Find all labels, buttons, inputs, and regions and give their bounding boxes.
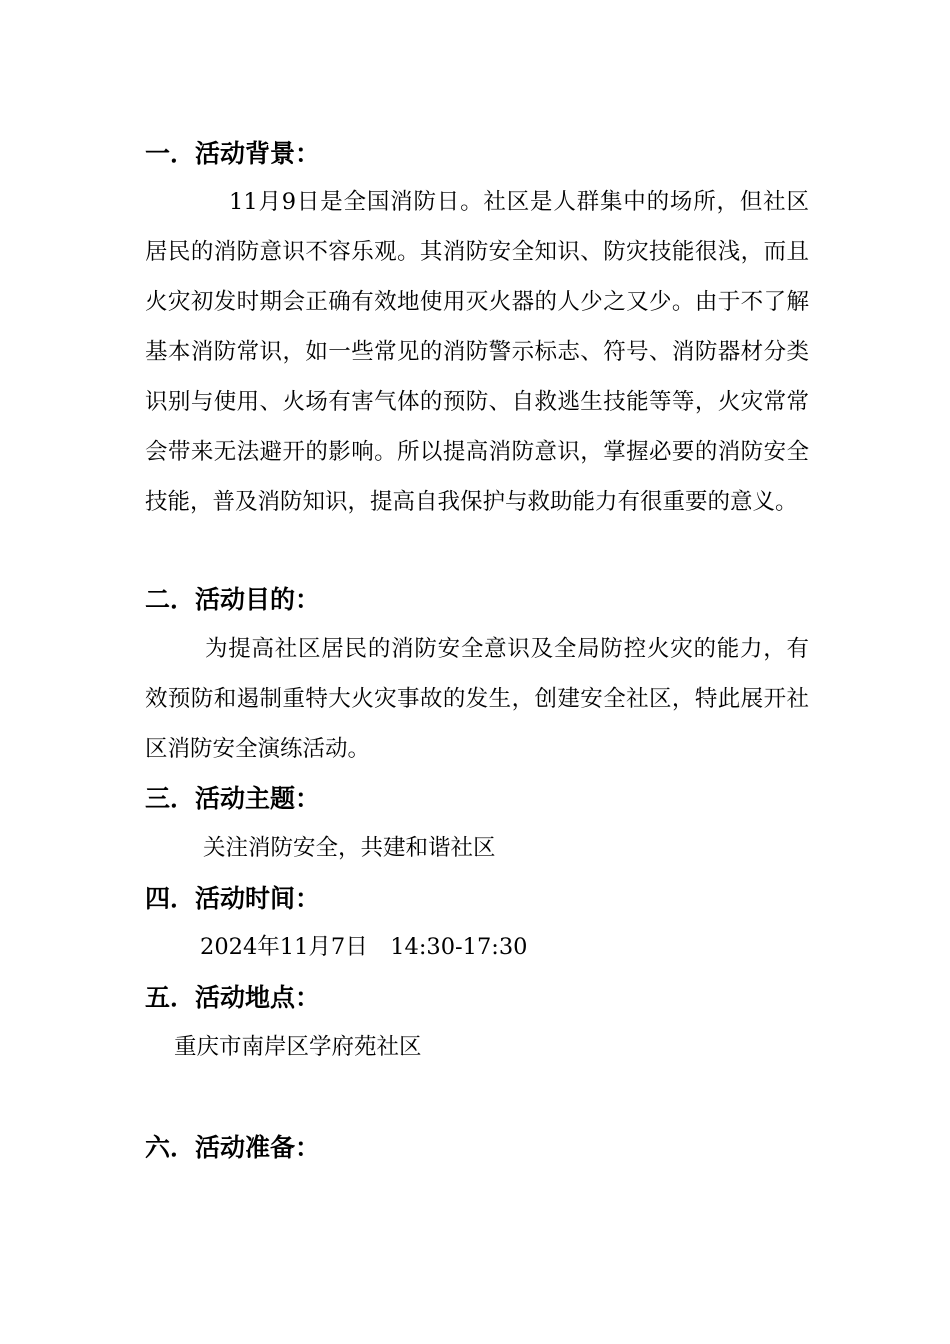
section-heading-purpose: 二．活动目的：	[145, 585, 321, 614]
section-heading-theme: 三．活动主题：	[145, 784, 321, 813]
section-body-theme: 关注消防安全，共建和谐社区	[203, 835, 496, 861]
section-body-location: 重庆市南岸区学府苑社区	[174, 1034, 422, 1060]
section-heading-time: 四．活动时间：	[145, 884, 321, 913]
section-heading-location: 五．活动地点：	[145, 983, 321, 1012]
section-body-time: 2024年11月7日 14:30-17:30	[200, 934, 528, 960]
section-body-background: 11月9日是全国消防日。社区是人群集中的场所，但社区居民的消防意识不容乐观。其消防安全知识、防灾技能很浅，而且火灾初发时期会正确有效地使用灭火器的人少之又少。由于不了解基本消防常识，如一些常见的消防警示标志、符号、消防器材分类识别与使用、火场有害气体的预防、自救逃生技能等等，火灾常常会带来无法避开的影响。所以提高消防意识，掌握必要的消防安全技能，普及消防知识，提高自我保护与救助能力有很重要的意义。	[145, 189, 809, 515]
section-heading-preparation: 六．活动准备：	[145, 1133, 321, 1162]
section-body-purpose: 为提高社区居民的消防安全意识及全局防控火灾的能力，有效预防和遏制重特大火灾事故的发生，创建安全社区，特此展开社区消防安全演练活动。	[145, 636, 809, 762]
section-heading-background: 一．活动背景：	[145, 139, 321, 168]
